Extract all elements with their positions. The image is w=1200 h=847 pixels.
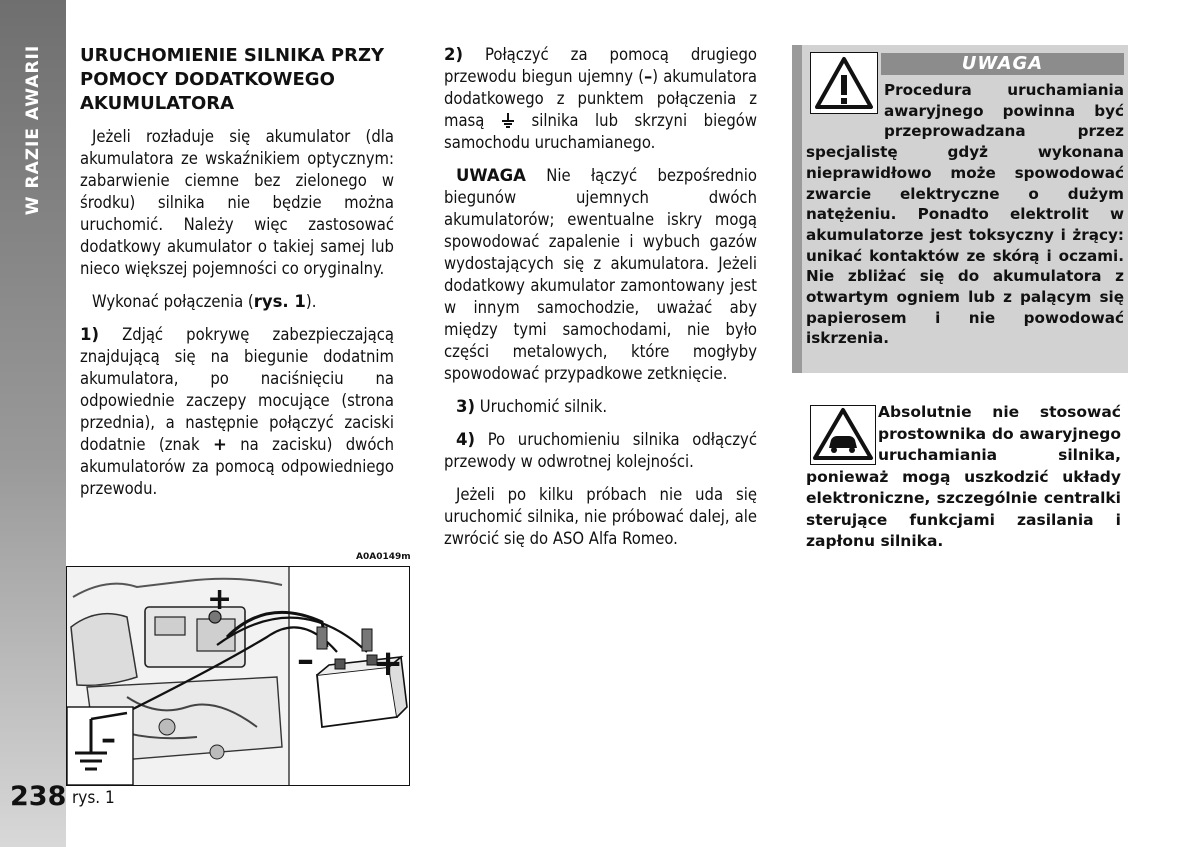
donor-minus-sign: –	[297, 640, 314, 680]
step-3-number: 3)	[456, 397, 476, 416]
figure-reference: rys. 1	[253, 292, 306, 311]
step-1	[80, 324, 394, 500]
warning-text: Procedura uruchamiania awaryjnego powinna być przeprowadzana przez specjalistę gdyż wykonana nieprawidłowo może spowodować zwarcie elektryczne o dużym natężeniu. Ponadto elektrolit w akumulatorze jest toksyczny i żrący: unikać kontaktów ze skórą i oczami. Nie zbliżać się do akumulatora z otwartym ogniem lub z palącym się papierosem i nie powodować iskrzenia.	[806, 81, 1124, 348]
charger-note-text: Absolutnie nie stosować prostownika do awaryjnego uruchamiania silnika, ponieważ mogą uszkodzić układy elektroniczne, szczególnie centralki sterujące funkcjami zasilania i zapłonu silnika.	[806, 403, 1121, 550]
section-title: URUCHOMIENIE SILNIKA PRZY POMOCY DODATKOWEGO AKUMULATORA	[80, 45, 385, 114]
final-paragraph: Jeżeli po kilku próbach nie uda się uruchomić silnika, nie próbować dalej, ale zwrócić się do ASO Alfa Romeo.	[444, 485, 757, 548]
warning-text-block	[806, 80, 1124, 349]
step-2-text-b: ) akumulatora dodatkowego z punktem połączenia z masą	[444, 67, 757, 130]
connections-text: Wykonać połączenia (	[92, 292, 254, 311]
step-2-text-a: Połączyć za pomocą drugiego przewodu biegun ujemny (	[444, 45, 757, 86]
step-1-text-a: Zdjąć pokrywę zabezpieczającą znajdującą się na biegunie dodatnim akumulatora, po naciśnięciu na odpowiednie zaczepy mocujące (strona przednia), a następnie połączyć zaciski dodatnie (znak	[80, 325, 394, 454]
figure-code: A0A0149m	[356, 552, 411, 562]
step-1-number: 1)	[80, 325, 100, 344]
sidebar	[0, 0, 66, 847]
connections-end: ).	[305, 292, 317, 311]
plus-sign: +	[213, 435, 227, 454]
intro-paragraph: Jeżeli rozładuje się akumulator (dla akumulatora ze wskaźnikiem optycznym: zabarwienie ciemne bez zielonego w środku) silnika nie będzie można uruchomić. Należy więc zastosować dodatkowy akumulator o takiej samej lub nieco większej pojemności co oryginalny.	[80, 127, 394, 278]
section-label: W RAZIE AWARII	[23, 44, 43, 216]
ground-icon	[501, 112, 515, 128]
step-3-text: Uruchomić silnik.	[475, 397, 608, 416]
step-1-text-b: na zacisku) dwóch akumulatorów za pomocą odpowiedniego przewodu.	[80, 435, 394, 498]
connections-paragraph	[80, 291, 394, 313]
step-2-text-c: silnika lub skrzyni biegów samochodu uruchamianego.	[444, 111, 758, 152]
figure-caption: rys. 1	[72, 788, 115, 808]
warning-heading: UWAGA	[881, 53, 1124, 75]
caution-text: Nie łączyć bezpośrednio biegunów ujemnych dwóch akumulatorów; ewentualne iskry mogą spowodować zapalenie i wybuch gazów wydostających się z akumulatora. Jeżeli dodatkowy akumulator zamontowany jest w innym samochodzie, uważać aby między tymi samochodami, nie było części metalowych, które mogłyby spowodować przypadkowe zetknięcie.	[444, 166, 757, 383]
column-middle	[444, 44, 757, 561]
battery-illustration	[67, 567, 409, 785]
step-4	[444, 429, 757, 473]
caution-label: UWAGA	[456, 166, 526, 185]
column-left	[80, 44, 394, 511]
step-3	[444, 396, 757, 418]
page-number: 238	[10, 781, 67, 812]
charger-note	[806, 402, 1121, 553]
minus-sign: –	[644, 67, 653, 86]
vehicle-plus-sign: +	[207, 582, 233, 617]
donor-plus-sign: +	[373, 643, 404, 684]
battery-jump-figure	[66, 566, 410, 786]
step-2	[444, 44, 757, 154]
caution-paragraph	[444, 165, 757, 385]
warning-box-edge	[792, 45, 802, 373]
ground-minus-sign: –	[101, 722, 116, 757]
step-2-number: 2)	[444, 45, 464, 64]
step-4-number: 4)	[456, 430, 476, 449]
step-4-text: Po uruchomieniu silnika odłączyć przewody w odwrotnej kolejności.	[444, 430, 757, 471]
